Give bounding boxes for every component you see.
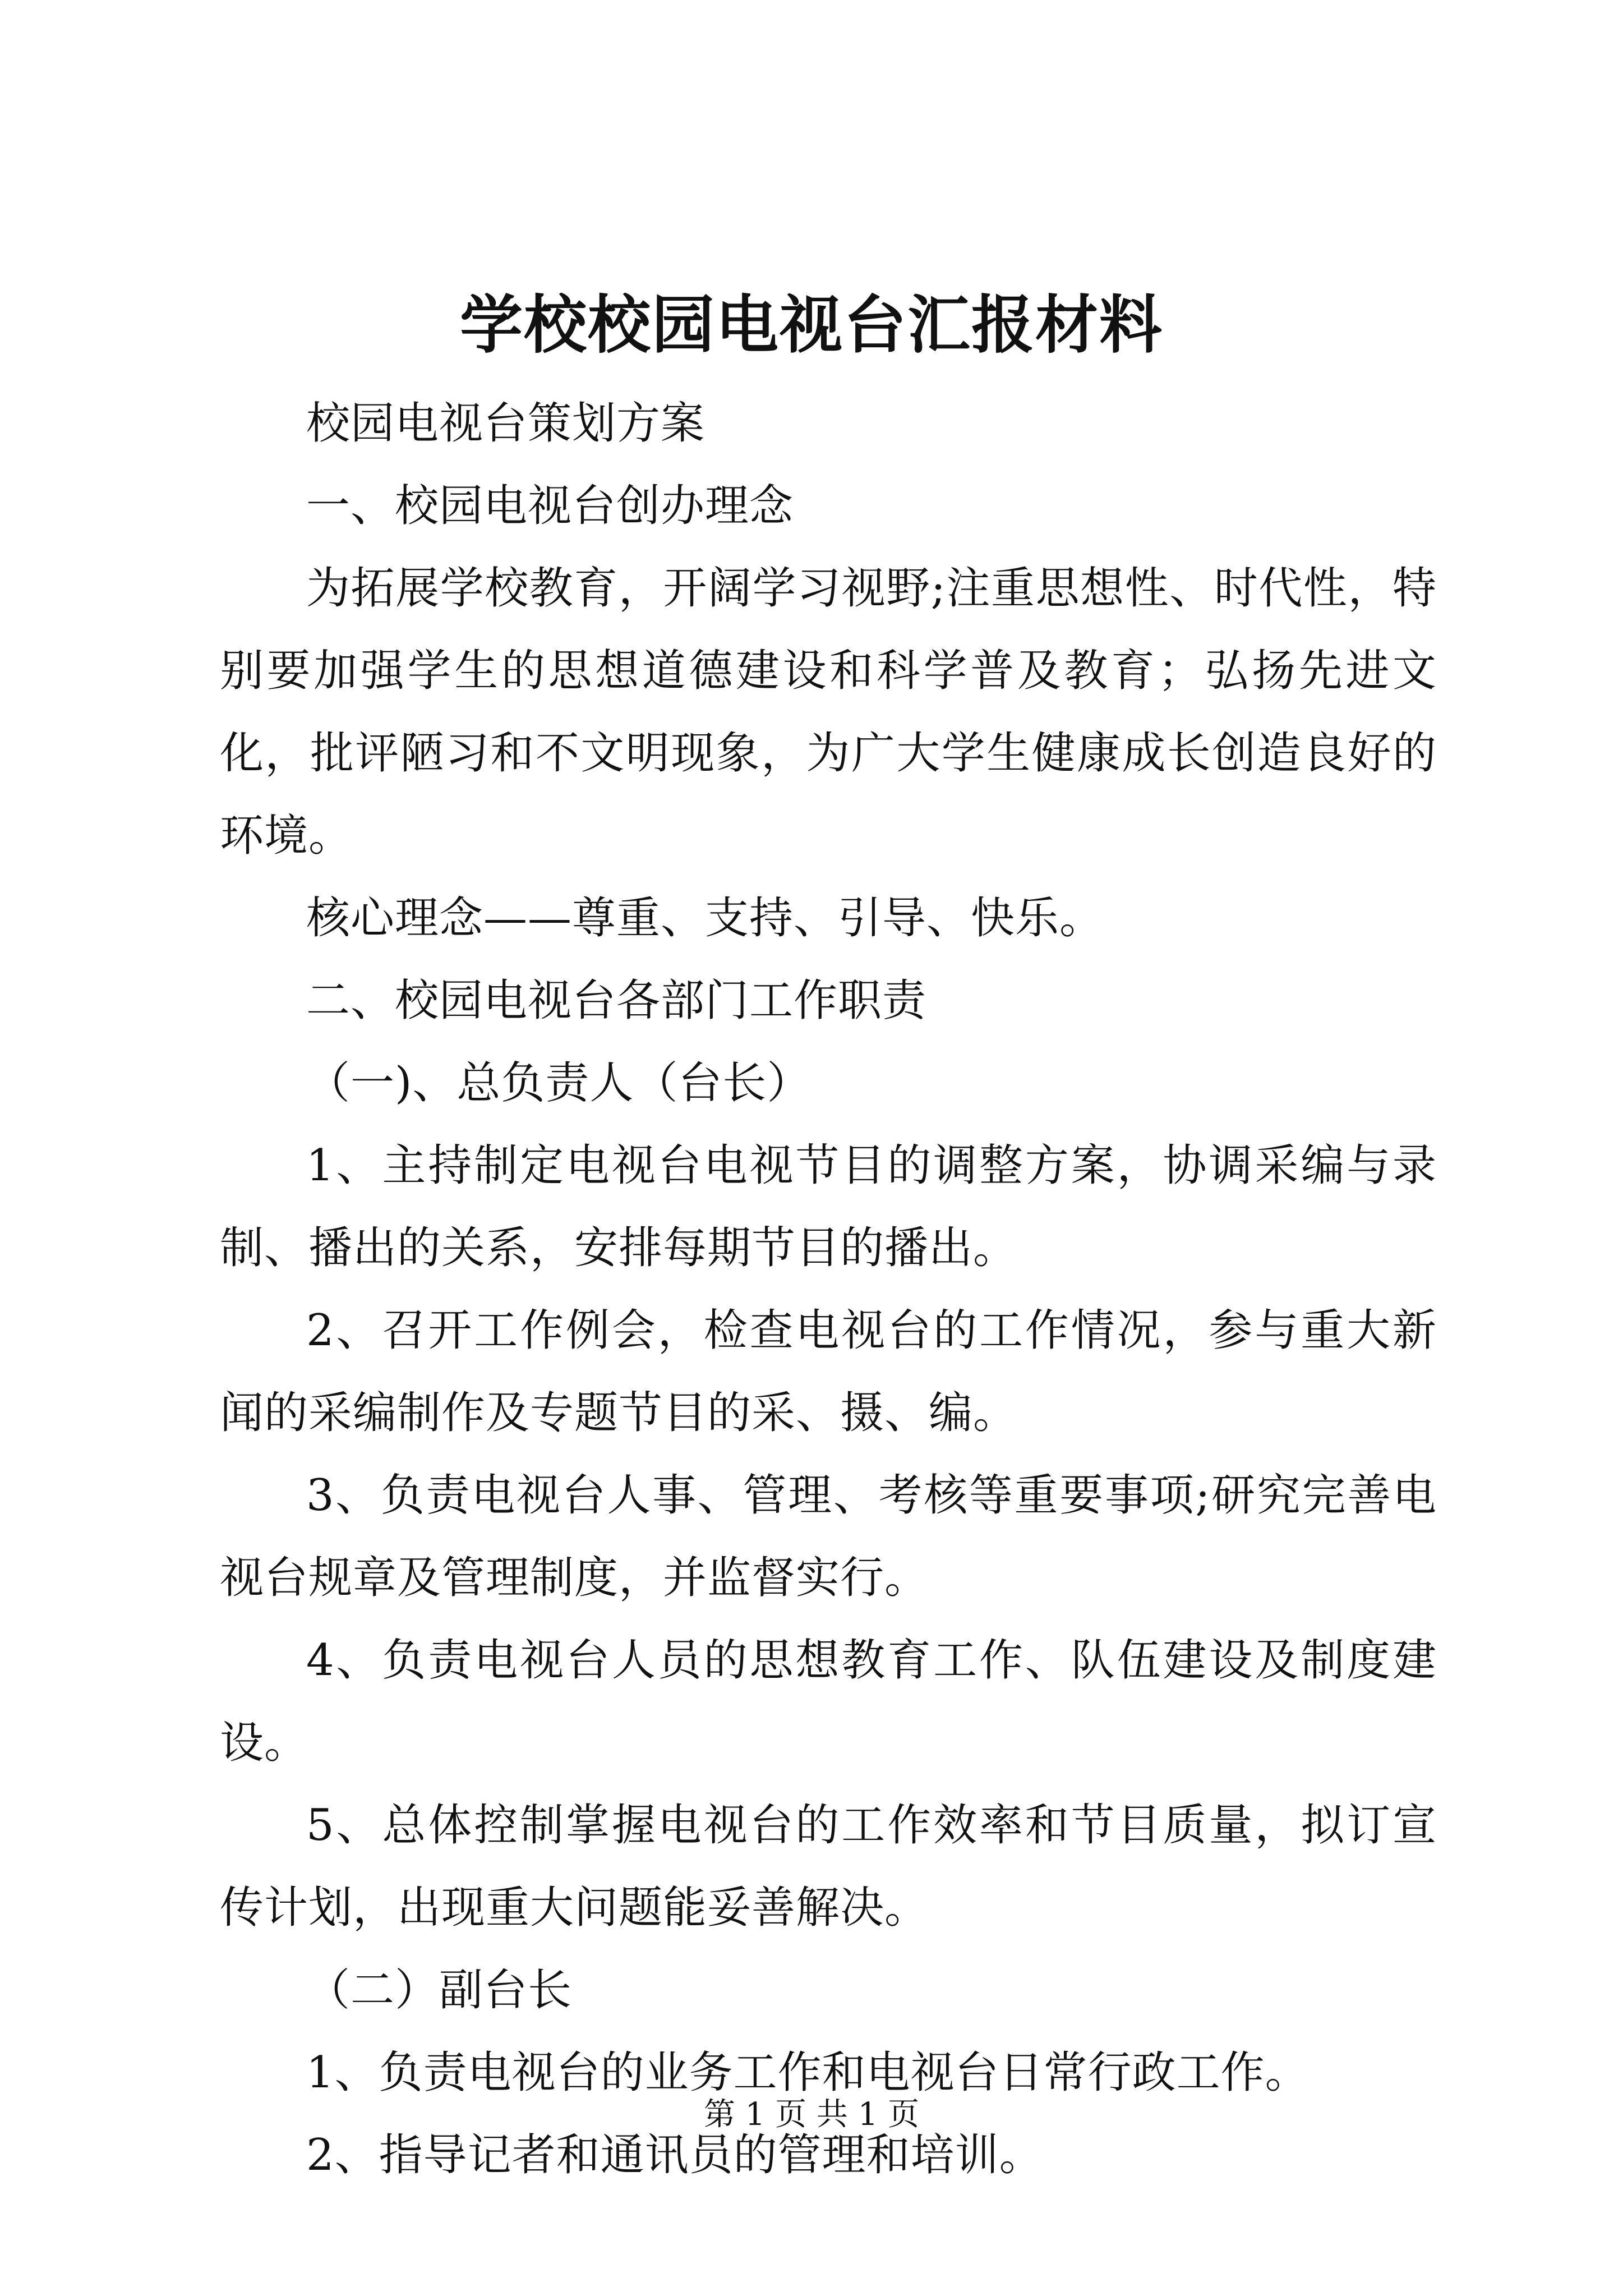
- paragraph-concept-text: 为拓展学校教育，开阔学习视野;注重思想性、时代性，特别要加强学生的思想道德建设和科学普及教育；弘扬先进文化，批评陋习和不文明现象，为广大学生健康成长创造良好的环境。: [220, 563, 1437, 861]
- subheading-director: （一)、总负责人（台长）: [306, 1058, 811, 1108]
- page-footer: 第 1 页 共 1 页: [703, 2096, 920, 2133]
- list-item-director-1: 1、主持制定电视台电视节目的调整方案，协调采编与录制、播出的关系，安排每期节目的播出。: [220, 1140, 1437, 1273]
- paragraph-plan-heading: 校园电视台策划方案: [306, 398, 706, 449]
- paragraph-core-concept: 核心理念——尊重、支持、引导、快乐。: [306, 893, 1104, 944]
- document-body: [220, 383, 1437, 2197]
- list-item-director-3: 3、负责电视台人事、管理、考核等重要事项;研究完善电视台规章及管理制度，并监督实行。: [220, 1470, 1437, 1603]
- section-heading-concept: 一、校园电视台创办理念: [306, 481, 794, 531]
- list-item-director-5: 5、总体控制掌握电视台的工作效率和节目质量，拟订宣传计划，出现重大问题能妥善解决。: [220, 1800, 1437, 1933]
- list-item-deputy-1: 1、负责电视台的业务工作和电视台日常行政工作。: [306, 2047, 1310, 2098]
- section-heading-duties: 二、校园电视台各部门工作职责: [306, 976, 927, 1026]
- list-item-director-4: 4、负责电视台人员的思想教育工作、队伍建设及制度建设。: [220, 1635, 1437, 1768]
- subheading-deputy-director: （二）副台长: [306, 1965, 573, 2016]
- list-item-deputy-2: 2、指导记者和通讯员的管理和培训。: [306, 2130, 1044, 2180]
- document-title: 学校校园电视台汇报材料: [460, 288, 1163, 362]
- list-item-director-2: 2、召开工作例会，检查电视台的工作情况，参与重大新闻的采编制作及专题节目的采、摄、编。: [220, 1305, 1437, 1438]
